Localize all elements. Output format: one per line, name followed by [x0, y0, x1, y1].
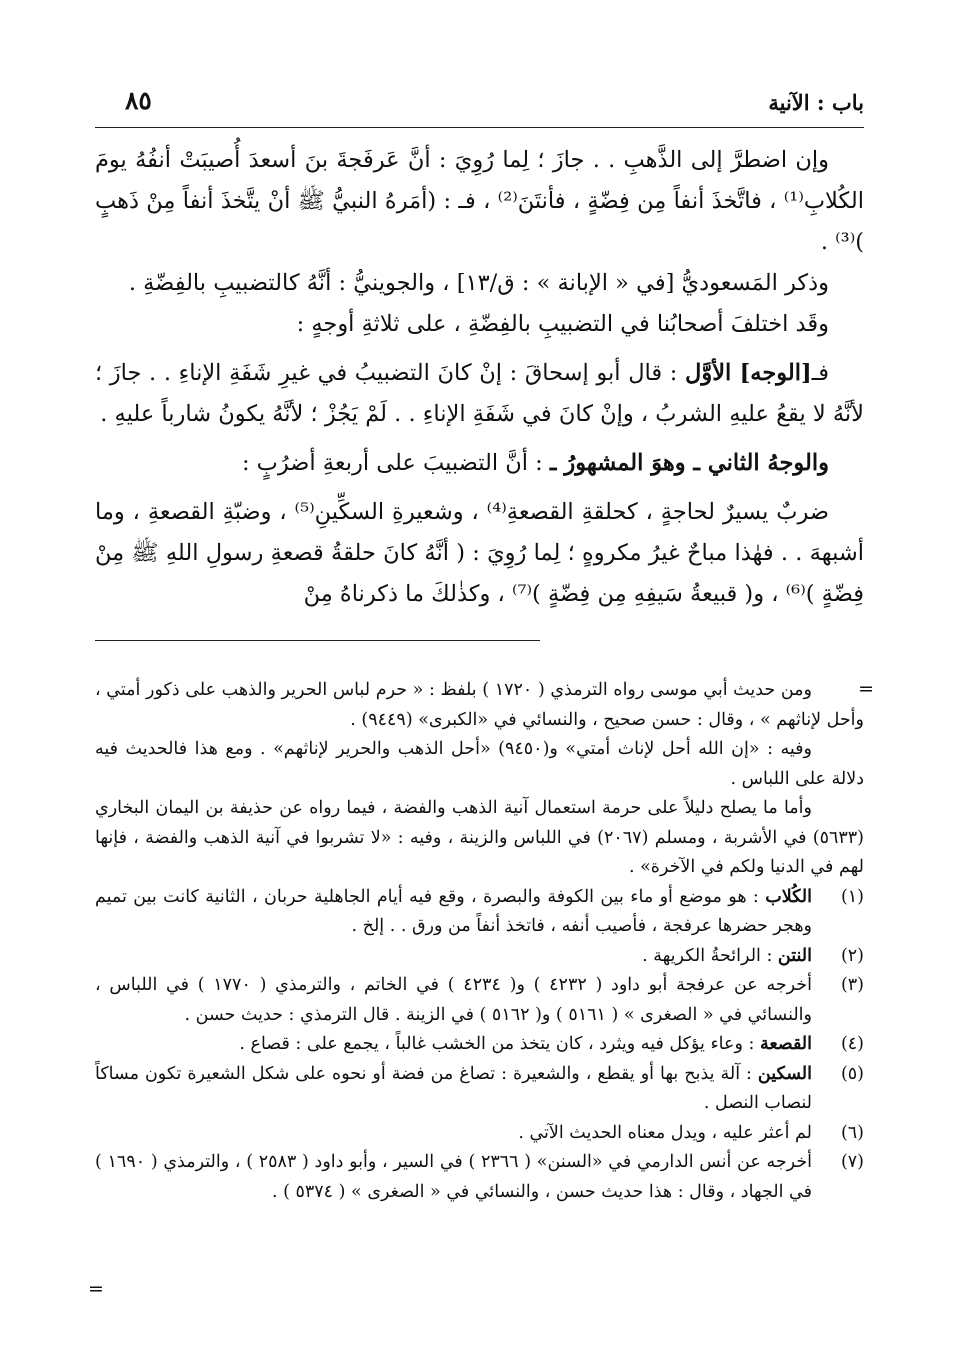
footnote-number: (٣): [840, 975, 864, 995]
paragraph-first-view: [95, 353, 864, 435]
footnote-5: [95, 1060, 864, 1119]
first-view-text: : قال أبو إسحاقَ : إنْ كانَ التضبيبُ في غيرِ شَفَةِ الإناءِ . . جازَ ؛ لأنَّهُ لا يقعُ عليهِ الشربُ ، وإنْ كانَ في شَفَةِ الإناءِ . . لَمْ يَجُزْ ؛ لأنَّهُ يكونُ شارباً عليهِ .: [95, 360, 864, 427]
continuation-mark-bottom: =: [88, 1278, 104, 1300]
paragraph-necessity-gold: وإن اضطرَّ إلى الذَّهبِ . . جازَ ؛ لِما رُوِيَ : أنَّ عَرفَجةَ بنَ أسعدَ أُصيبَتْ أنفُهُ يومَ الكُلابِ⁽¹⁾ ، فاتَّخذَ أنفاً مِن فِضّةٍ ، فأنتَنَ⁽²⁾ ، فـ : (أمَرهُ النبيُّ ﷺ أنْ يتَّخذَ أنفاً مِنْ ذَهبٍ )⁽³⁾ .: [95, 147, 864, 255]
paragraph-three-views: وقَد اختلفَ أصحابُنا في التضبيبِ بالفِضّةِ ، على ثلاثةِ أوجهٍ :: [296, 311, 829, 337]
footnote-continuation-3: وأما ما يصلح دليلاً على حرمة استعمال آنية الذهب والفضة ، فيما رواه عن حذيفة بن اليمان البخاري (٥٦٣٣) في الأشربة ، ومسلم (٢٠٦٧) في اللباس والزينة ، وفيه : «لا تشربوا في آنية الذهب والفضة ، فإنها لهم في الدنيا ولكم في الآخرة» .: [95, 798, 864, 877]
footnote-number: (٧): [840, 1152, 864, 1172]
footnote-continuation-2: وفيه : «إن الله أحل لإناث أمتي» و(٩٤٥٠) «أحل الذهب والحرير لإناثهم» . ومع هذا فالحديث فيه دلالة على اللباس .: [95, 739, 864, 789]
first-view-prefix: فـ: [811, 360, 829, 386]
header-divider: [95, 127, 864, 128]
footnote-term: النتن: [777, 945, 812, 966]
footnote-text: : هو موضع أو ماء بين الكوفة والبصرة ، وقع فيه أيام الجاهلية حربان ، الثانية كانت بين تميم وهجر حضرها عرفجة ، فأصيب أنفه ، فاتخذ أنفاً من ورق . . إلخ .: [95, 886, 812, 936]
second-view-text: : أنَّ التضبيبَ على أربعةِ أضرُبٍ :: [241, 450, 550, 476]
footnote-divider: [95, 640, 540, 641]
footnote-continuation-1: ومن حديث أبي موسى رواه الترمذي ( ١٧٢٠ ) بلفظ : « حرم لباس الحرير والذهب على ذكور أمتي ، وأحل لإناثهم » ، وقال : حسن صحيح ، والنسائي في «الكبرى» (٩٤٤٩) .: [95, 680, 864, 730]
paragraph-masudi: وذكر المَسعوديُّ [في « الإبانة » : ق/١٣] ، والجوينيُّ : أنَّهُ كالتضبيبِ بالفِضّةِ .: [128, 270, 829, 296]
footnote-7: [95, 1148, 864, 1207]
footnote-number: (١): [840, 886, 864, 907]
footnote-text: : آلة يذبح بها أو يقطع ، والشعيرة : تصاغ من فضة أو نحوه على شكل الشعيرة تكون مساكاً لنصاب النصل .: [95, 1063, 812, 1113]
footnote-3: [95, 971, 864, 1030]
footnotes: [95, 676, 864, 1207]
page-header: [95, 86, 864, 126]
footnote-text: لم أعثر عليه ، ويدل معناه الحديث الآتي .: [518, 1122, 812, 1143]
footnote-text: أخرجه عن عرفجة أبو داود ( ٤٢٣٢ ) و( ٤٢٣٤ ) في الخاتم ، والترمذي ( ١٧٧٠ ) في اللباس ، والنسائي في « الصغرى » ( ٥١٦١ ) و( ٥١٦٢ ) في الزينة . قال الترمذي : حديث حسن .: [95, 975, 812, 1025]
footnote-term: السكين: [757, 1063, 812, 1084]
first-view-heading: [الوجه] الأوَّل: [685, 360, 812, 386]
footnote-number: (٦): [840, 1122, 864, 1143]
footnote-number: (٥): [840, 1063, 864, 1084]
footnote-text: : وعاء يؤكل فيه ويثرد ، كان يتخذ من الخشب غالباً ، يجمع على : قصاع .: [239, 1034, 760, 1054]
footnote-text: : الرائحةُ الكريهة .: [642, 945, 778, 966]
footnote-number: (٤): [840, 1034, 864, 1054]
footnote-6: [95, 1119, 864, 1149]
paragraph-first-type: ضربٌ يسيرٌ لحاجةٍ ، كحلقةِ القصعةِ⁽⁴⁾ ، وشعيرةِ السكِّينِ⁽⁵⁾ ، وضبّةِ القصعةِ ، وما أشبههَ . . فهٰذا مباحٌ غيرُ مكروهٍ ؛ لِما رُوِيَ : ( أنَّهُ كانَ حلقةُ قصعةِ رسولِ اللهِ ﷺ مِنْ فِضّةٍ )⁽⁶⁾ ، و( قبيعةُ سَيفِهِ مِن فِضّةٍ )⁽⁷⁾ ، وكذٰلكَ ما ذكرناهُ مِنْ: [95, 499, 864, 607]
footnote-4: [95, 1030, 864, 1060]
page-number: ٨٥: [125, 86, 152, 115]
footnote-1: [95, 883, 864, 942]
footnote-number: (٢): [840, 945, 864, 966]
continuation-mark-top: =: [858, 678, 874, 700]
footnote-term: الكُلاب: [765, 886, 812, 907]
footnote-text: أخرجه عن أنس الدارمي في «السنن» ( ٢٣٦٦ ) في السير ، وأبو داود ( ٢٥٨٣ ) ، والترمذي ( ١٦٩٠ ) في الجهاد ، وقال : هذا حديث حسن ، والنسائي في « الصغرى » ( ٥٣٧٤ ) .: [95, 1152, 813, 1202]
footnote-term: القصعة: [759, 1034, 812, 1054]
footnote-2: [95, 942, 864, 972]
chapter-title: باب : الآنية: [768, 90, 864, 115]
main-text: [95, 140, 864, 615]
paragraph-second-view: [95, 443, 864, 484]
second-view-heading: والوجهُ الثاني ـ وهوَ المشهورُ ـ: [549, 450, 829, 476]
